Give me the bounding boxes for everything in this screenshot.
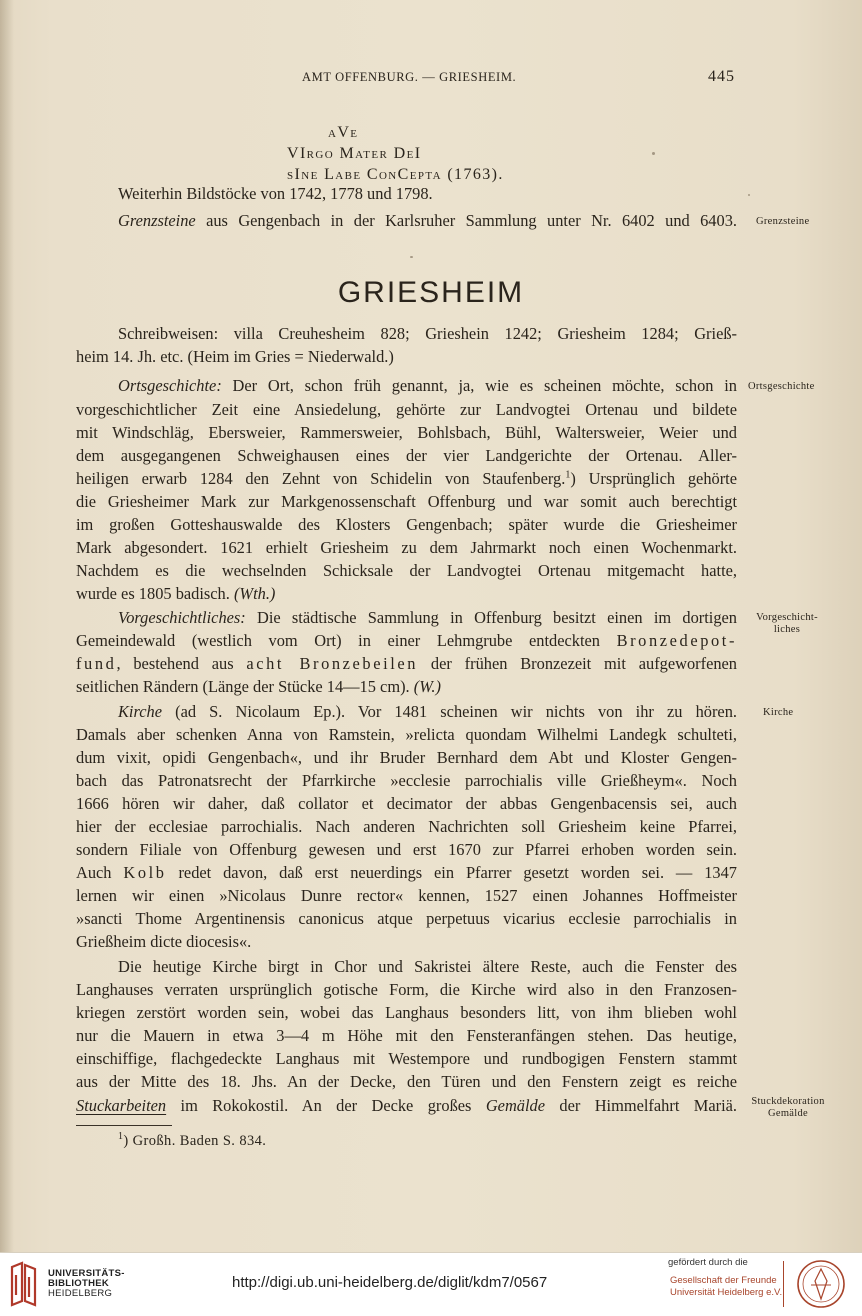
margin-note-vorgeschichtliches	[748, 612, 826, 636]
spaced-term: Bronzedepot-	[616, 631, 737, 650]
spaced-term: acht Bronzebeilen	[246, 654, 419, 673]
italic-term: Grenzsteine	[118, 211, 196, 230]
margin-note-grenzsteine: Grenzsteine	[756, 216, 810, 227]
spaced-term: fund	[76, 654, 117, 673]
paper-speck	[748, 194, 750, 196]
text-line: Ortsgeschichte: Der Ort, schon früh genannt, ja, wie es scheinen möchte, schon in	[118, 376, 737, 395]
text-line: Gemeindewald (westlich vom Ort) in einer Lehmgrube entdeckten Bronzedepot-	[76, 631, 737, 650]
footnote-reference: 1	[565, 469, 571, 481]
text-line: heiligen erwarb 1284 den Zehnt von Schidelin von Staufenberg.$^1$) Ursprünglich gehörte	[76, 469, 737, 488]
text-line: einschiffige, flachgedeckte Langhaus mit Westempore und rundbogigen Fenstern stammt	[76, 1049, 737, 1068]
text-line: kriegen zerstört worden sein, wobei das Langhaus besonders litt, von ihm blieben wohl	[76, 1003, 737, 1022]
paper-speck	[652, 152, 655, 155]
text-line: 1666 hören wir daher, daß collator et decimator der abbas Gengenbacensis sei, auch	[76, 794, 737, 813]
author-signature: (Wth.)	[233, 584, 276, 603]
university-seal-icon	[796, 1259, 846, 1309]
text-line: Langhauses verraten ursprünglich gotische Form, die Kirche wird also in den Franzosen-	[76, 980, 737, 999]
text-line: fund, bestehend aus acht Bronzebeilen der frühen Bronzezeit mit aufgeworfenen	[76, 654, 738, 673]
text-line: Kirche (ad S. Nicolaum Ep.). Vor 1481 scheinen wir nichts von ihr zu hören.	[118, 702, 737, 721]
paper-speck	[410, 256, 413, 258]
text-line: Stuckarbeiten im Rokokostil. An der Decke großes Gemälde der Himmelfahrt Mariä.	[76, 1096, 737, 1115]
italic-term: Stuckarbeiten	[76, 1096, 167, 1115]
text-line: Nachdem es die wechselnden Schicksale der Landvogtei Ortenau mitgemacht hatte,	[76, 561, 737, 580]
text-line: im großen Gotteshauswalde des Klosters Gengenbach; später wurde die Griesheimer	[76, 515, 737, 534]
text-line: heim 14. Jh. etc. (Heim im Gries = Niederwald.)	[76, 347, 394, 366]
university-library-logo-icon[interactable]	[8, 1261, 42, 1307]
footer-divider	[783, 1261, 784, 1307]
text-line: dem ausgegangenen Schweighausen eines der vier Landgerichte der Ortenau. Aller-	[76, 446, 737, 465]
italic-term: Vorgeschichtliches:	[118, 608, 246, 627]
margin-note-line: Vorgeschicht-	[756, 612, 818, 623]
footnote-text: ) Großh. Baden S. 834.	[123, 1133, 267, 1149]
page-number: 445	[708, 68, 735, 85]
text-line: sondern Filiale von Offenburg gewesen und erst 1670 zur Pfarrei erhoben worden sein.	[76, 840, 737, 859]
text-line: seitlichen Rändern (Länge der Stücke 14—15 cm). (W.)	[76, 677, 441, 696]
text-line: Schreibweisen: villa Creuhesheim 828; Grieshein 1242; Griesheim 1284; Grieß-	[118, 324, 737, 343]
text-line: Mark abgesondert. 1621 erhielt Griesheim zu dem Jahrmarkt noch einen Wochenmarkt.	[76, 538, 737, 557]
section-title: GRIESHEIM	[337, 276, 525, 309]
permalink-url[interactable]: http://digi.ub.uni-heidelberg.de/diglit/kdm7/0567	[232, 1274, 548, 1291]
text-line: »sancti Thome Argentinensis canonicus atque perpetuus vicarius ecclesie parrochialis in	[76, 909, 737, 928]
margin-note-stuckdekoration	[748, 1096, 828, 1120]
running-header	[0, 70, 862, 90]
footnote	[118, 1133, 266, 1150]
text-line: wurde es 1805 badisch. (Wth.)	[76, 584, 276, 603]
margin-note-ortsgeschichte: Ortsgeschichte	[748, 381, 815, 392]
text-line: mit Windschläg, Ebersweier, Rammersweier, Bohlsbach, Bühl, Waltersweier, Weier und	[76, 423, 737, 442]
italic-term: Ortsgeschichte:	[118, 376, 222, 395]
text-line: Grießheim dicte diocesis«.	[76, 932, 252, 951]
italic-term: Gemälde	[485, 1096, 545, 1115]
inscription-text: aVe	[328, 124, 359, 141]
text-line: lernen wir einen »Nicolaus Dunre rector« kennen, 1527 einen Johannes Hoffmeister	[76, 886, 737, 905]
text-line: Die heutige Kirche birgt in Chor und Sakristei ältere Reste, auch die Fenster des	[118, 957, 737, 976]
inscription-text: VIrgo Mater DeI	[287, 145, 422, 162]
text-line: nur die Mauern in etwa 3—4 m Höhe mit den Fensteranfängen stehen. Das heutige,	[76, 1026, 737, 1045]
spaced-term: Kolb	[123, 863, 167, 882]
sponsor-label: gefördert durch die	[668, 1257, 748, 1268]
sponsor-name[interactable]: Gesellschaft der Freunde Universität Heidelberg e.V.	[670, 1275, 783, 1298]
inscription-line	[0, 145, 862, 163]
text-line: die Griesheimer Mark zur Markgenossenschaft Offenburg und war somit auch berechtigt	[76, 492, 737, 511]
text-line: dum vixit, opidi Gengenbach«, und ihr Bruder Bernhard dem Abt und Kloster Gengen-	[76, 748, 737, 767]
text-line: Damals aber schenken Anna von Ramstein, »relicta quondam Wilhelmi Landegk schulteti,	[76, 725, 737, 744]
margin-note-kirche: Kirche	[763, 707, 794, 718]
margin-note-line: liches	[773, 624, 801, 635]
text-line: vorgeschichtlicher Zeit eine Ansiedelung, gehörte zur Landvogtei Ortenau und bildete	[76, 400, 737, 419]
text-line: Auch Kolb redet davon, daß erst neuerdings ein Pfarrer gesetzt worden sei. — 1347	[76, 863, 737, 882]
text-line: Weiterhin Bildstöcke von 1742, 1778 und 1798.	[118, 184, 433, 203]
inscription-text: sIne Labe ConCepta (1763).	[287, 166, 504, 183]
margin-note-line: Gemälde	[768, 1108, 808, 1119]
text-line: hier der ecclesiae parrochialis. Nach anderen Nachrichten soll Griesheim keine Pfarrei,	[76, 817, 737, 836]
library-footer	[0, 1252, 862, 1316]
text-line: bach das Patronatsrecht der Pfarrkirche »ecclesie parrochialis ville Grießheym«. Noch	[76, 771, 737, 790]
footnote-marker: 1	[118, 1131, 124, 1143]
spine-shadow	[0, 0, 14, 1252]
inscription-line	[0, 124, 862, 142]
text-line: Vorgeschichtliches: Die städtische Sammlung in Offenburg besitzt einen im dortigen	[118, 608, 737, 627]
header-title: AMT OFFENBURG. — GRIESHEIM.	[302, 70, 517, 84]
footnote-rule	[76, 1125, 172, 1126]
text-line: Grenzsteine aus Gengenbach in der Karlsruher Sammlung unter Nr. 6402 und 6403.	[118, 211, 737, 230]
text-line: aus der Mitte des 18. Jhs. An der Decke, den Türen und den Fenstern zeigt es reiche	[76, 1072, 737, 1091]
italic-term: Kirche	[118, 702, 163, 721]
university-library-name: UNIVERSITÄTS- BIBLIOTHEK HEIDELBERG	[48, 1268, 125, 1299]
author-signature: (W.)	[413, 677, 441, 696]
margin-note-line: Stuckdekoration	[751, 1096, 825, 1107]
